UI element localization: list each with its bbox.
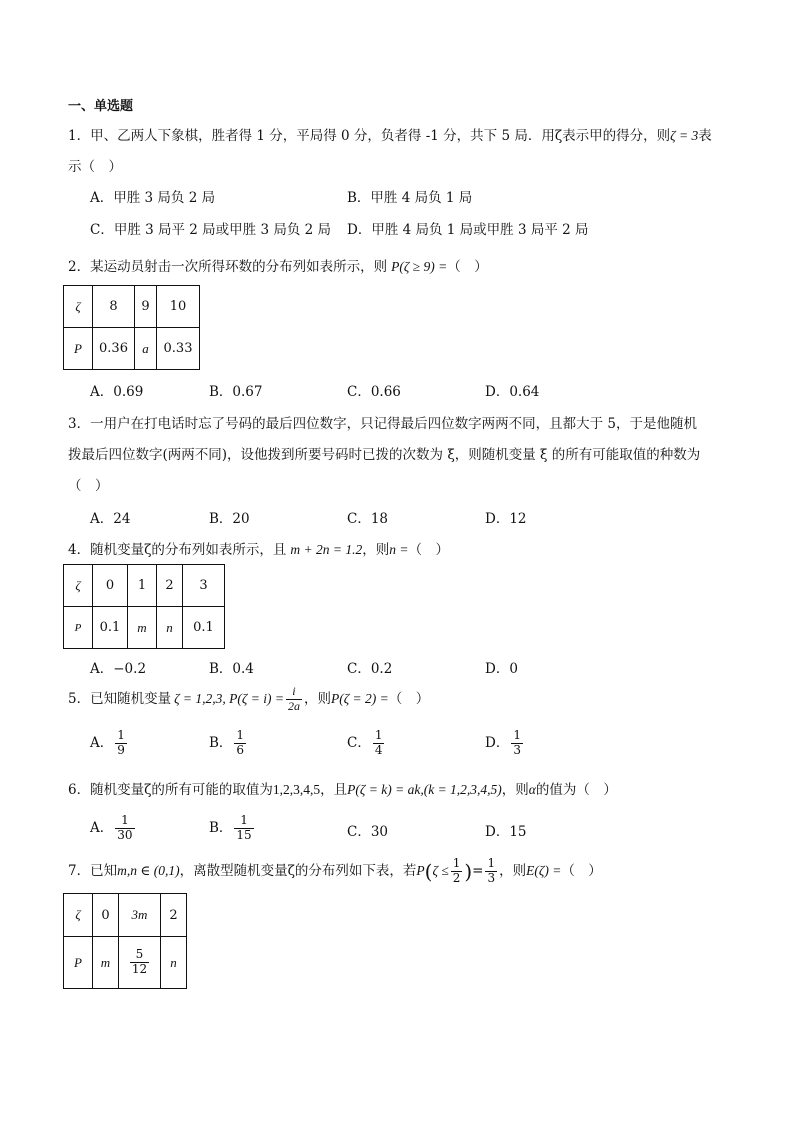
table-cell: 0 [93, 894, 119, 937]
question-3-text: 一用户在打电话时忘了号码的最后四位数字，只记得最后四位数字两两不同，且都大于 5，于是他随机 [90, 416, 697, 432]
table-cell: ζ [64, 286, 93, 328]
table-cell: m [128, 607, 157, 649]
table-cell: ζ [64, 894, 93, 937]
question-5-option-a[interactable] [90, 728, 129, 758]
question-7-math: m,n ∈ (0,1) [117, 863, 180, 878]
table-cell: n [161, 937, 187, 989]
question-4-table [63, 564, 225, 649]
table-cell: 0.36 [93, 328, 135, 370]
fraction-numerator: 1 [487, 856, 496, 871]
option-label: A． [90, 820, 114, 836]
question-1-text: 甲、乙两人下象棋，胜者得 1 分，平局得 0 分，负者得 -1 分，共下 5 局．用ζ表示甲的得分，则 [90, 128, 671, 144]
table-cell: 3 [183, 565, 225, 607]
fraction-numerator: 5 [130, 948, 149, 963]
table-fraction [130, 948, 149, 977]
question-6-math-3: α [528, 782, 536, 797]
question-6-text-2: ，且 [320, 782, 348, 798]
question-3-line-3: （ ） [68, 478, 109, 494]
table-row [64, 286, 200, 328]
question-7-text: 已知 [90, 863, 118, 879]
table-row [64, 894, 187, 937]
table-cell: m [93, 937, 119, 989]
question-5-text-2: ，则 [303, 691, 331, 707]
fraction-denominator: 15 [236, 828, 252, 842]
table-cell: 3m [119, 894, 161, 937]
fraction-denominator: 3 [487, 871, 496, 885]
fraction-numerator: 1 [115, 814, 134, 829]
question-2-option-a[interactable]: A．0.69 [90, 384, 144, 400]
question-1-number: 1． [68, 128, 91, 144]
question-5-stem [68, 684, 429, 714]
table-row [64, 937, 187, 989]
table-cell: 0.1 [183, 607, 225, 649]
question-6-text-3: ，则 [501, 782, 529, 798]
fraction-denominator: 2a [287, 699, 300, 713]
question-5-fraction [286, 685, 302, 714]
fraction-denominator: 3 [513, 743, 521, 757]
question-6-math: 1,2,3,4,5 [272, 782, 321, 797]
table-cell: a [135, 328, 157, 370]
question-7-stem [68, 854, 602, 888]
question-4-number: 4． [68, 542, 91, 558]
question-1-option-b[interactable]: B．甲胜 4 局负 1 局 [347, 190, 473, 206]
table-cell: 2 [161, 894, 187, 937]
table-cell: n [157, 607, 183, 649]
fraction-numerator: 1 [117, 728, 125, 743]
question-4-option-b[interactable]: B．0.4 [209, 661, 254, 677]
fraction-numerator: 1 [234, 814, 253, 829]
question-3-line-2: 拨最后四位数字(两两不同)，设他拨到所要号码时已拨的次数为 ξ，则随机变量 ξ 的所有可能取值的种数为 [68, 447, 701, 463]
question-2-number: 2． [68, 259, 91, 275]
question-1-text-end: 表 [698, 128, 712, 144]
fraction-numerator: 1 [374, 728, 383, 743]
table-cell: 0 [93, 565, 128, 607]
question-2-option-b[interactable]: B．0.67 [209, 384, 263, 400]
option-label: B． [209, 735, 233, 751]
fraction-numerator: i [286, 685, 302, 700]
fraction-denominator: 4 [374, 743, 383, 757]
fraction-numerator: 1 [452, 856, 461, 871]
table-cell: P [64, 937, 93, 989]
question-1-line-2: 示（ ） [68, 159, 122, 175]
option-fraction [115, 814, 134, 843]
option-fraction [373, 729, 385, 758]
question-3-option-c[interactable]: C．18 [347, 511, 389, 527]
question-6-option-d[interactable]: D．15 [485, 824, 527, 840]
question-4-option-d[interactable]: D．0 [485, 661, 518, 677]
table-cell: 1 [128, 565, 157, 607]
question-6-stem [68, 778, 617, 798]
question-4-math: m + 2n = 1.2 [290, 542, 363, 557]
close-paren-icon: ) [464, 859, 473, 884]
question-1-option-a[interactable]: A．甲胜 3 局负 2 局 [90, 190, 216, 206]
question-1-option-d[interactable]: D．甲胜 4 局负 1 局或甲胜 3 局平 2 局 [347, 222, 589, 238]
fraction-denominator: 6 [236, 743, 245, 757]
question-7-inner-fraction [451, 857, 463, 886]
fraction-numerator: 1 [236, 728, 245, 743]
table-row [64, 607, 225, 649]
question-1-math: ζ = 3 [670, 128, 699, 143]
option-fraction [234, 814, 253, 843]
question-3-option-a[interactable]: A．24 [90, 511, 131, 527]
question-1-option-c[interactable]: C．甲胜 3 局平 2 局或甲胜 3 局负 2 局 [90, 222, 332, 238]
question-2-option-d[interactable]: D．0.64 [485, 384, 540, 400]
table-cell: 8 [93, 286, 135, 328]
question-6-option-c[interactable]: C．30 [347, 824, 389, 840]
question-3-number: 3． [68, 416, 91, 432]
question-7-text-3: ，则 [499, 863, 527, 879]
question-3-line-1 [68, 412, 697, 432]
question-6-text: 随机变量ζ的所有可能的取值为 [90, 782, 273, 798]
question-6-text-4: 的值为（ ） [535, 782, 617, 798]
table-cell: 0.1 [93, 607, 128, 649]
question-5-option-b[interactable] [209, 728, 248, 758]
question-4-math-2: n = [389, 542, 409, 557]
question-4-option-c[interactable]: C．0.2 [347, 661, 393, 677]
table-cell: P [64, 328, 93, 370]
fraction-denominator: 30 [117, 828, 133, 842]
question-2-math: P(ζ ≥ 9) = [391, 259, 448, 274]
question-4-text-2: ，则 [362, 542, 390, 558]
table-row [64, 565, 225, 607]
table-row [64, 328, 200, 370]
question-7-rhs-fraction [485, 857, 497, 886]
question-2-table [63, 285, 200, 370]
table-cell: P [64, 607, 93, 649]
option-label: B． [209, 820, 233, 836]
question-7-math-p: P [416, 863, 425, 878]
question-5-paren: （ ） [388, 691, 430, 707]
question-6-number: 6． [68, 782, 91, 798]
question-6-math-2: P(ζ = k) = ak,(k = 1,2,3,4,5) [347, 782, 502, 797]
question-7-paren: （ ） [561, 863, 602, 879]
question-4-stem [68, 538, 449, 558]
question-7-table [63, 893, 187, 989]
question-5-math-2: P(ζ = 2) = [330, 691, 389, 706]
question-2-stem [68, 255, 488, 275]
table-cell: 2 [157, 565, 183, 607]
question-4-paren: （ ） [408, 542, 450, 558]
question-4-text: 随机变量ζ的分布列如表所示，且 [90, 542, 287, 558]
question-2-option-c[interactable]: C．0.66 [347, 384, 401, 400]
question-6-option-a[interactable] [90, 813, 137, 843]
question-4-option-a[interactable]: A．−0.2 [90, 661, 147, 677]
question-3-option-d[interactable]: D．12 [485, 511, 527, 527]
fraction-denominator: 9 [117, 743, 125, 757]
question-5-number: 5． [68, 691, 91, 707]
question-6-option-b[interactable] [209, 813, 256, 843]
fraction-denominator: 12 [131, 962, 148, 976]
question-3-option-b[interactable]: B．20 [209, 511, 250, 527]
question-7-text-2: ，离散型随机变量ζ的分布列如下表，若 [179, 863, 417, 879]
open-paren-icon: ( [424, 859, 433, 884]
section-title: 一、单选题 [68, 99, 134, 114]
table-cell: 9 [135, 286, 157, 328]
question-1-line-1 [68, 124, 712, 144]
option-label: D． [485, 735, 510, 751]
option-fraction [234, 729, 246, 758]
option-label: C． [347, 735, 371, 751]
question-2-text: 某运动员射击一次所得环数的分布列如表所示，则 [90, 259, 388, 275]
question-5-math: ζ = 1,2,3, P(ζ = i) = [174, 691, 284, 706]
fraction-numerator: 1 [513, 728, 521, 743]
question-7-math-2: E(ζ) = [526, 863, 562, 878]
table-cell: 10 [157, 286, 200, 328]
question-7-math-in: ζ ≤ [432, 863, 449, 878]
question-5-option-d[interactable] [485, 728, 525, 758]
option-fraction [511, 729, 523, 758]
question-5-text: 已知随机变量 [90, 691, 172, 707]
option-label: A． [90, 735, 114, 751]
question-2-paren: （ ） [447, 259, 488, 275]
table-cell: 0.33 [157, 328, 200, 370]
question-7-number: 7． [68, 863, 91, 879]
fraction-denominator: 2 [452, 871, 461, 885]
question-7-eq: = [472, 863, 484, 879]
table-cell [119, 937, 161, 989]
table-cell: ζ [64, 565, 93, 607]
question-5-option-c[interactable] [347, 728, 386, 758]
option-fraction [115, 729, 127, 758]
